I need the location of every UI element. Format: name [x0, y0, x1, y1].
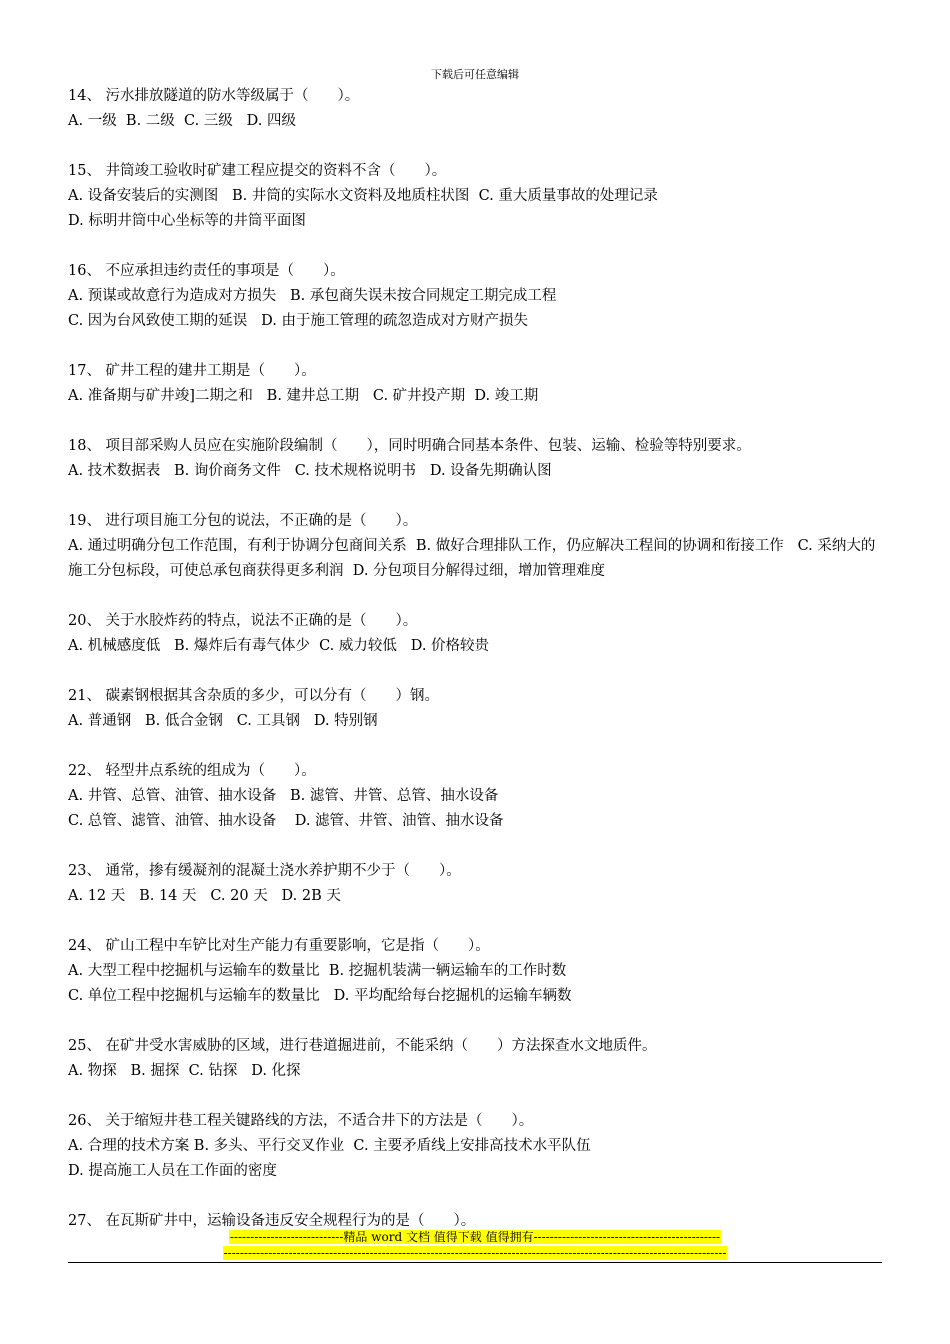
question-list	[68, 84, 886, 1259]
footer-divider	[68, 1262, 882, 1263]
question-25	[68, 1034, 886, 1084]
question-options: A. 井管、总管、油管、抽水设备 B. 滤管、井管、总管、抽水设备	[68, 788, 499, 804]
footer-banner-line: ----------------------------精品 word 文档 值得下载 值得拥有----------------------------------------------	[229, 1230, 721, 1244]
question-options: D. 标明井筒中心坐标等的井筒平面图	[68, 213, 306, 229]
question-options: A. 合理的技术方案 B. 多头、平行交叉作业 C. 主要矛盾线上安排高技术水平队伍	[68, 1138, 591, 1154]
question-14	[68, 84, 886, 134]
question-stem: 17、 矿井工程的建井工期是（ ）。	[68, 363, 316, 379]
question-stem: 21、 碳素钢根据其含杂质的多少，可以分有（ ）钢。	[68, 688, 440, 704]
question-options: A. 机械感度低 B. 爆炸后有毒气体少 C. 威力较低 D. 价格较贵	[68, 638, 490, 654]
question-options: A. 设备安装后的实测图 B. 井筒的实际水文资料及地质柱状图 C. 重大质量事故的处理记录	[68, 188, 658, 204]
question-stem: 23、 通常，掺有缓凝剂的混凝土浇水养护期不少于（ ）。	[68, 863, 461, 879]
question-options: A. 物探 B. 掘探 C. 钻探 D. 化探	[68, 1063, 301, 1079]
question-options: A. 技术数据表 B. 询价商务文件 C. 技术规格说明书 D. 设备先期确认图	[68, 463, 552, 479]
question-26	[68, 1109, 886, 1184]
question-22	[68, 759, 886, 834]
question-23	[68, 859, 886, 909]
question-options: A. 一级 B. 二级 C. 三级 D. 四级	[68, 113, 296, 129]
question-15	[68, 159, 886, 234]
question-stem: 15、 井筒竣工验收时矿建工程应提交的资料不含（ ）。	[68, 163, 447, 179]
question-stem: 27、 在瓦斯矿井中，运输设备违反安全规程行为的是（ ）。	[68, 1213, 476, 1229]
question-stem: 20、 关于水胶炸药的特点，说法不正确的是（ ）。	[68, 613, 418, 629]
question-stem: 24、 矿山工程中车铲比对生产能力有重要影响，它是指（ ）。	[68, 938, 490, 954]
question-21	[68, 684, 886, 734]
question-stem: 14、 污水排放隧道的防水等级属于（ ）。	[68, 88, 360, 104]
header-note: 下载后可任意编辑	[431, 68, 519, 81]
question-options: C. 单位工程中挖掘机与运输车的数量比 D. 平均配给每台挖掘机的运输车辆数	[68, 988, 572, 1004]
question-stem: 19、 进行项目施工分包的说法，不正确的是（ ）。	[68, 513, 418, 529]
question-19	[68, 509, 886, 584]
question-17	[68, 359, 886, 409]
question-stem: 25、 在矿井受水害威胁的区域，进行巷道掘进前，不能采纳（ ）方法探查水文地质件。	[68, 1038, 657, 1054]
question-18	[68, 434, 886, 484]
question-options: A. 通过明确分包工作范围，有利于协调分包商间关系 B. 做好合理排队工作，仍应解决工程间的协调和衔接工作 C. 采纳大的施工分包标段，可使总承包商获得更多利润 D. 分包项目分解得过细，增加管理难度	[68, 538, 876, 579]
footer-banner	[0, 1229, 950, 1261]
question-stem: 26、 关于缩短井巷工程关键路线的方法，不适合井下的方法是（ ）。	[68, 1113, 534, 1129]
footer-banner-line: ----------------------------------------------------------------------------------------------------------------------------	[223, 1246, 727, 1260]
question-20	[68, 609, 886, 659]
question-options: D. 提高施工人员在工作面的密度	[68, 1163, 277, 1179]
question-stem: 18、 项目部采购人员应在实施阶段编制（ ），同时明确合同基本条件、包装、运输、检验等特别要求。	[68, 438, 751, 454]
question-options: A. 12 天 B. 14 天 C. 20 天 D. 2B 天	[68, 888, 341, 904]
question-stem: 22、 轻型井点系统的组成为（ ）。	[68, 763, 316, 779]
question-24	[68, 934, 886, 1009]
question-options: C. 因为台风致使工期的延误 D. 由于施工管理的疏忽造成对方财产损失	[68, 313, 528, 329]
question-options: A. 大型工程中挖掘机与运输车的数量比 B. 挖掘机装满一辆运输车的工作时数	[68, 963, 567, 979]
question-16	[68, 259, 886, 334]
question-stem: 16、 不应承担违约责任的事项是（ ）。	[68, 263, 345, 279]
question-options: A. 准备期与矿井竣]二期之和 B. 建井总工期 C. 矿井投产期 D. 竣工期	[68, 388, 539, 404]
question-options: C. 总管、滤管、油管、抽水设备 D. 滤管、井管、油管、抽水设备	[68, 813, 504, 829]
question-options: A. 普通钢 B. 低合金钢 C. 工具钢 D. 特别钢	[68, 713, 378, 729]
question-options: A. 预谋或故意行为造成对方损失 B. 承包商失误未按合同规定工期完成工程	[68, 288, 557, 304]
